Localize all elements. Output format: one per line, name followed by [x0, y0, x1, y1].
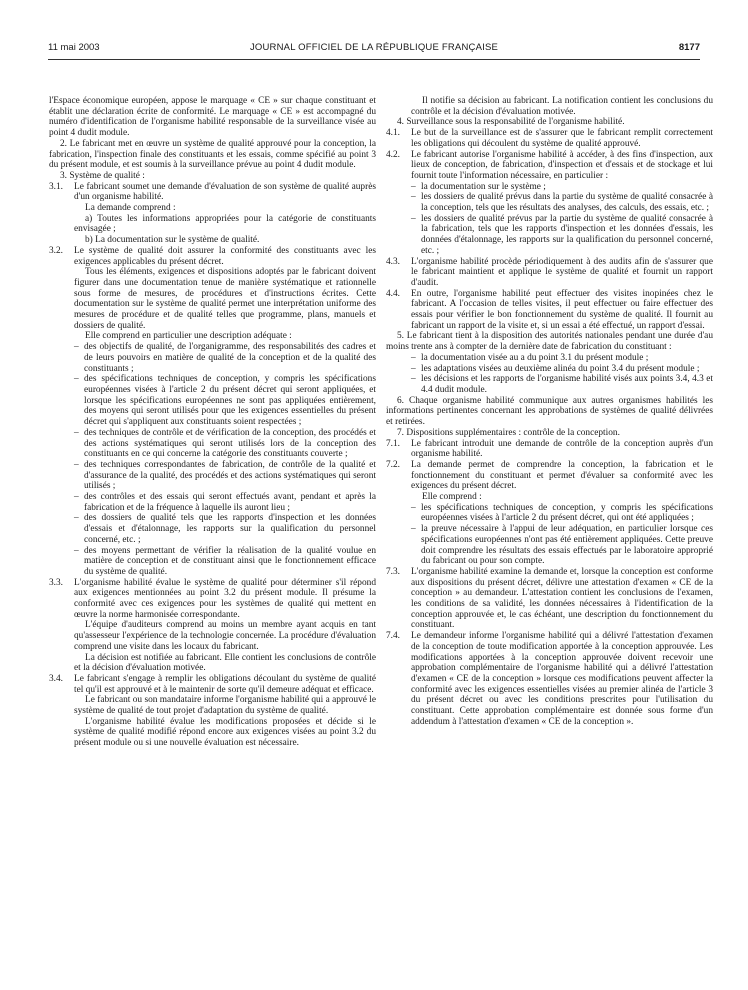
dash-bullet: – [411, 502, 416, 513]
dash-bullet: – [74, 374, 79, 385]
paragraph: l'Espace économique européen, appose le marquage « CE » sur chaque constituant et établit une déclaration écrite de conformité. Le marquage « CE » est accompagné du numéro d'identification de l'organisme habilité responsable de la surveillance visée au point 4 dudit module. [49, 96, 376, 139]
paragraph-text: La demande permet de comprendre la conception, la fabrication et le fonctionnement du constituant et permet d'évaluer sa conformité avec les exigences du présent décret. [411, 459, 713, 492]
paragraph-text: Le but de la surveillance est de s'assurer que le fabricant remplit correctement les obligations qui découlent du système de qualité approuvé. [411, 128, 713, 149]
dash-bullet: – [411, 374, 416, 385]
paragraph-number: 7.2. [386, 459, 401, 470]
page-number: 8177 [678, 42, 700, 53]
numbered-paragraph [386, 567, 713, 631]
paragraph: 4. Surveillance sous la responsabilité de l'organisme habilité. [397, 117, 625, 128]
right-column [386, 96, 713, 727]
dash-bullet: – [411, 524, 416, 535]
paragraph-text: Le fabricant introduit une demande de contrôle de la conception auprès d'un organisme habilité. [411, 438, 713, 460]
list-item [49, 546, 376, 578]
left-column [49, 96, 376, 749]
list-item-text: des contrôles et des essais qui seront effectués avant, pendant et après la fabrication et de la fréquence à laquelle ils auront lieu ; [84, 492, 376, 513]
dash-bullet: – [74, 513, 79, 524]
list-item-text: la documentation visée au a du point 3.1 du présent module ; [421, 352, 649, 363]
paragraph-text: Le fabricant soumet une demande d'évaluation de son système de qualité auprès d'un organisme habilité. [74, 181, 376, 203]
paragraph: 2. Le fabricant met en œuvre un système de qualité approuvé pour la conception, la fabrication, l'inspection finale des constituants et les essais, comme spécifié au point 3 du présent module, et est soumis à la surveillance prévue au point 4 dudit module. [49, 138, 376, 171]
list-item [49, 460, 376, 492]
journal-title: JOURNAL OFFICIEL DE LA RÉPUBLIQUE FRANÇAISE [249, 42, 499, 53]
paragraph-text: L'organisme habilité évalue le système de qualité pour déterminer s'il répond aux exigences mentionnées au point 3.2 du présent module. Il présume la conformité avec ces exigences pour les systèmes de qualité qui mettent en œuvre la norme harmonisée correspondante. [74, 577, 376, 620]
paragraph-number: 3.3. [49, 577, 64, 588]
list-item-text: les dossiers de qualité prévus par la partie du système de qualité consacrée à la fabrication, tels que les rapports d'inspection et les données d'essais, les données d'étalonnage, les rapports sur la qualification du personnel concerné, etc. ; [421, 213, 713, 256]
dash-bullet: – [74, 545, 79, 556]
paragraph-text: En outre, l'organisme habilité peut effectuer des visites inopinées chez le fabricant. A l'occasion de telles visites, il peut effectuer ou faire effectuer des essais pour vérifier le bon fonctionnement du système de qualité. Il fournit au fabricant un rapport de la visite et, si un essai a été effectué, un rapport d'essai. [411, 288, 713, 331]
sub-paragraph: Il notifie sa décision au fabricant. La notification contient les conclusions du contrôle et la décision d'évaluation motivée. [411, 96, 713, 117]
numbered-paragraph [386, 439, 713, 460]
paragraph-number: 4.2. [386, 149, 401, 160]
dash-bullet: – [411, 181, 416, 192]
sub-paragraph: Elle comprend en particulier une description adéquate : [85, 331, 292, 342]
paragraph-text: Le demandeur informe l'organisme habilité qui a délivré l'attestation d'examen de la conception de toute modification apportée à la conception approuvée. Les modifications apportées à la conception approuvée doivent recevoir une approbation complémentaire de l'organisme habilité qui a délivré l'attestation d'examen « CE de la conception » lorsque ces modifications peuvent affecter la conformité avec les exigences essentielles visées au premier alinéa de l'article 3 du présent décret ou avec les conditions prescrites pour l'utilisation du constituant. Cette approbation complémentaire est donnée sous forme d'un addendum à l'attestation d'examen « CE de la conception ». [411, 631, 713, 727]
paragraph-number: 4.4. [386, 288, 401, 299]
list-item [386, 524, 713, 567]
list-item [386, 353, 713, 364]
list-item-text: les spécifications techniques de conception, y compris les spécifications européennes visées à l'article 2 du présent décret, qui ont été appliquées ; [421, 502, 713, 524]
list-item [49, 428, 376, 460]
sub-paragraph: Tous les éléments, exigences et dispositions adoptés par le fabricant doivent figurer dans une documentation tenue de manière systématique et rationnelle sous forme de mesures, de procédures et d'instructions écrites. Cette documentation sur le système de qualité permet une interprétation uniforme des mesures de procédure et de qualité telles que programme, plans, manuels et dossiers de qualité. [74, 267, 376, 331]
numbered-paragraph [49, 674, 376, 695]
dash-bullet: – [74, 342, 79, 353]
list-item-text: des techniques correspondantes de fabrication, de contrôle de la qualité et d'assurance de la qualité, des procédés et des actions systématiques qui seront utilisés ; [84, 459, 376, 492]
header-rule [48, 59, 700, 60]
dash-bullet: – [411, 352, 416, 363]
list-item-text: les adaptations visées au deuxième alinéa du point 3.4 du présent module ; [421, 363, 700, 374]
paragraph: 6. Chaque organisme habilité communique aux autres organismes habilités les informations pertinentes concernant les approbations de systèmes de qualité délivrées et retirées. [386, 395, 713, 428]
numbered-paragraph [386, 150, 713, 182]
list-item-text: les décisions et les rapports de l'organisme habilité visés aux points 3.4, 4.3 et 4.4 dudit module. [421, 374, 713, 395]
numbered-paragraph [386, 128, 713, 149]
list-item [386, 214, 713, 257]
sub-paragraph: L'équipe d'auditeurs comprend au moins un membre ayant acquis en tant qu'assesseur l'expérience de la technologie concernée. La procédure d'évaluation comprend une visite dans les locaux du fabricant. [74, 620, 376, 652]
sub-paragraph: Le fabricant ou son mandataire informe l'organisme habilité qui a approuvé le système de qualité de tout projet d'adaptation du système de qualité. [74, 695, 376, 717]
dash-bullet: – [411, 192, 416, 203]
list-item-text: des moyens permettant de vérifier la réalisation de la qualité voulue en matière de conception et de constituant ainsi que le fonctionnement efficace du système de qualité. [84, 545, 376, 577]
numbered-paragraph [49, 246, 376, 267]
paragraph-text: Le fabricant s'engage à remplir les obligations découlant du système de qualité tel qu'il est approuvé et à le maintenir de sorte qu'il demeure adéquat et efficace. [74, 673, 376, 695]
sub-paragraph: a) Toutes les informations appropriées pour la catégorie de constituants envisagée ; [74, 213, 376, 235]
sub-paragraph: Elle comprend : [422, 492, 482, 503]
list-item-text: des objectifs de qualité, de l'organigramme, des responsabilités des cadres et de leurs pouvoirs en matière de qualité de la conception et de la qualité des constituants ; [84, 342, 376, 374]
list-item [386, 364, 713, 375]
paragraph-number: 4.1. [386, 128, 401, 139]
sub-paragraph: La décision est notifiée au fabricant. Elle contient les conclusions de contrôle et la décision d'évaluation motivée. [74, 652, 376, 674]
paragraph-text: L'organisme habilité procède périodiquement à des audits afin de s'assurer que le fabricant maintient et applique le système de qualité et fournit un rapport d'audit. [411, 256, 713, 288]
list-item-text: les dossiers de qualité prévus dans la partie du système de qualité consacrée à la conception, tels que les résultats des analyses, des calculs, des essais, etc. ; [421, 192, 713, 214]
numbered-paragraph [386, 460, 713, 492]
numbered-paragraph [49, 578, 376, 621]
paragraph-number: 3.2. [49, 245, 64, 256]
list-item-text: des spécifications techniques de conception, y compris les spécifications européennes visées à l'article 2 du présent décret qui seront appliquées, et lorsque les spécifications européennes ne sont pas appliquées entièrement, des moyens qui seront utilisés pour que les exigences essentielles du présent décret qui s'appliquent aux constituants soient respectées ; [84, 374, 376, 428]
dash-bullet: – [74, 427, 79, 438]
dash-bullet: – [74, 459, 79, 470]
numbered-paragraph [386, 289, 713, 332]
numbered-paragraph [386, 257, 713, 289]
list-item [49, 374, 376, 428]
sub-paragraph: L'organisme habilité évalue les modifications proposées et décide si le système de qualité modifié répond encore aux exigences visées au point 3.2 du présent module ou si une nouvelle évaluation est nécessaire. [74, 716, 376, 749]
list-item [386, 182, 713, 193]
list-item-text: des techniques de contrôle et de vérification de la conception, des procédés et des actions systématiques qui seront utilisés lors de la conception des constituants en ce qui concerne la catégorie des constituants couverte ; [84, 427, 376, 460]
paragraph: 3. Système de qualité : [60, 170, 145, 181]
paragraph-number: 3.4. [49, 673, 64, 684]
paragraph-number: 7.3. [386, 566, 401, 577]
sub-paragraph: b) La documentation sur le système de qualité. [85, 235, 260, 246]
sub-paragraph: La demande comprend : [85, 203, 176, 214]
paragraph-text: L'organisme habilité examine la demande et, lorsque la conception est conforme aux dispositions du présent décret, délivre une attestation d'examen « CE de la conception » au demandeur. L'attestation contient les conclusions de l'examen, les conditions de sa validité, les données nécessaires à l'identification de la conception approuvée et, le cas échéant, une description du fonctionnement du constituant. [411, 566, 713, 631]
numbered-paragraph [386, 631, 713, 727]
paragraph-number: 3.1. [49, 181, 64, 192]
list-item-text: la preuve nécessaire à l'appui de leur adéquation, en particulier lorsque ces spécifications européennes n'ont pas été entièrement appliquées. Cette preuve doit comprendre les résultats des essais effectués par le laboratoire approprié du fabricant ou pour son compte. [421, 524, 713, 567]
page-header [48, 42, 700, 56]
list-item [386, 503, 713, 524]
list-item [386, 374, 713, 395]
paragraph-number: 4.3. [386, 256, 401, 267]
dash-bullet: – [411, 363, 416, 374]
list-item-text: la documentation sur le système ; [421, 181, 546, 192]
list-item [386, 192, 713, 213]
numbered-paragraph [49, 182, 376, 203]
paragraph-number: 7.4. [386, 631, 401, 642]
paragraph-number: 7.1. [386, 438, 401, 449]
paragraph-text: Le système de qualité doit assurer la conformité des constituants avec les exigences applicables du présent décret. [74, 245, 376, 267]
publication-date: 11 mai 2003 [48, 42, 100, 53]
paragraph-text: Le fabricant autorise l'organisme habilité à accéder, à des fins d'inspection, aux lieux de conception, de fabrication, d'inspection et d'essais et de stockage et lui fournit toute l'information nécessaire, en particulier : [411, 149, 713, 181]
list-item-text: des dossiers de qualité tels que les rapports d'inspection et les données d'essais et d'étalonnage, les rapports sur la qualification du personnel concerné, etc. ; [84, 513, 376, 545]
dash-bullet: – [74, 492, 79, 503]
paragraph: 7. Dispositions supplémentaires : contrôle de la conception. [397, 427, 620, 438]
list-item [49, 342, 376, 374]
list-item [49, 513, 376, 545]
list-item [49, 492, 376, 513]
dash-bullet: – [411, 213, 416, 224]
paragraph: 5. Le fabricant tient à la disposition des autorités nationales pendant une durée d'au moins trente ans à compter de la dernière date de fabrication du constituant : [386, 331, 713, 353]
